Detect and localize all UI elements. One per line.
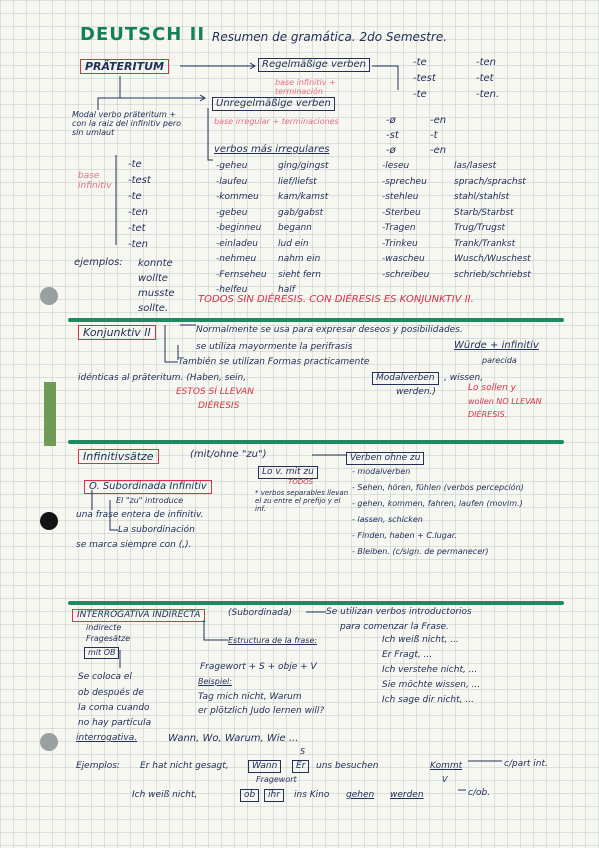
verb-praeteritum-form: half (278, 285, 295, 295)
modal-ending: -ten (128, 207, 149, 218)
verb-infinitive: -leseu (382, 161, 410, 171)
ob-note: ob después de (78, 688, 144, 698)
konjunktiv-line-1: Normalmente se usa para expresar deseos y posibilidades. (196, 325, 463, 335)
verben-mit-zu-label: Lo v. mit zu (258, 466, 318, 479)
verb-praeteritum-form: sieht fern (278, 269, 321, 280)
konjunktiv-red-note-right: Lo sollen y (468, 383, 517, 393)
irregular-ending: -en (430, 115, 447, 126)
verb-praeteritum-form: lief/liefst (278, 176, 317, 187)
irregular-verbs-label: Unregelmäßige verben (212, 97, 335, 111)
zu-intro: El "zu" introduce (116, 496, 184, 505)
verben-ohne-zu-label: Verben ohne zu (346, 452, 424, 465)
regular-ending: -tet (476, 73, 494, 84)
section-label-interrogativa: INTERROGATIVA INDIRECTA (72, 609, 205, 622)
irregular-ending: -ø (386, 115, 396, 126)
konjunktiv-line-4a: idénticas al präteritum. (Haben, sein, (78, 373, 247, 383)
verb-infinitive: -gebeu (216, 207, 248, 218)
regular-formula: base infinitiv + terminación (275, 78, 336, 96)
verb-infinitive: -beginneu (216, 223, 262, 233)
example-fragewort-label: Fragewort (256, 775, 297, 784)
example-modal: konnte (138, 258, 173, 269)
irregular-ending: -st (386, 130, 399, 141)
interrogativa-intro: para comenzar la Frase. (340, 622, 449, 632)
konjunktiv-wuerde: Würde + infinitiv (454, 340, 539, 351)
ohne-zu-item: - lassen, schicken (352, 515, 423, 524)
verb-mark: V (442, 775, 448, 784)
interrogativa-paren: (Subordinada) (228, 608, 293, 618)
regular-verbs-label: Regelmäßige verben (258, 58, 370, 72)
konjunktiv-red-note-left: ESTOS SÍ LLEVAN (176, 387, 254, 397)
modal-ending: -te (128, 159, 142, 170)
structure-formula: Fragewort + S + obje + V (200, 662, 317, 672)
regular-ending: -ten (476, 57, 497, 68)
irregular-ending: -en (430, 145, 447, 156)
konjunktiv-red-note-left: DIÉRESIS (198, 401, 240, 411)
konjunktiv-red-note-right: wollen NO LLEVAN (468, 397, 542, 406)
verb-infinitive: -sprecheu (382, 176, 427, 187)
example-modal: sollte. (138, 303, 169, 314)
verb-infinitive: -helfeu (216, 285, 248, 295)
page-title: DEUTSCH II (80, 24, 206, 45)
mit-ob-label: mit OB (84, 647, 119, 659)
irregular-formula: base irregular + terminaciones (214, 117, 339, 126)
ohne-zu-item: - modalverben (352, 467, 411, 476)
ob-note: la coma cuando (78, 703, 150, 713)
intro-verb-item: Ich sage dir nicht, ... (382, 695, 474, 705)
base-infinitiv-note: base infinitiv (78, 171, 112, 191)
ob-note: Se coloca el (78, 672, 132, 682)
irregular-ending: -ø (386, 145, 396, 156)
section-label-infinitivsaetze: Infinitivsätze (78, 449, 159, 464)
question-words: Wann, Wo, Warum, Wie ... (168, 733, 299, 744)
dieresis-note: TODOS SIN DIÉRESIS. CON DIÉRESIS ES KONJUNKTIV II. (198, 294, 474, 305)
regular-ending: -test (413, 73, 436, 84)
ejemplos-label: Ejemplos: (76, 761, 120, 771)
verb-infinitive: -einladeu (216, 238, 258, 249)
verb-infinitive: -nehmeu (216, 254, 257, 264)
example-subject: Er (292, 760, 309, 773)
verb-praeteritum-form: nahm ein (278, 254, 321, 264)
verb-praeteritum-form: ging/gingst (278, 161, 329, 171)
modal-ending: -test (128, 175, 151, 186)
ob-note: no hay partícula (78, 718, 152, 728)
example-note: c/part int. (504, 759, 548, 769)
konjunktiv-line-3-right: parecida (482, 356, 517, 365)
regular-ending: -te (413, 57, 427, 68)
verb-infinitive: -geheu (216, 161, 248, 171)
indirect-question-side: indirecte (86, 623, 122, 632)
comma-note: La subordinación (118, 525, 195, 535)
page-subtitle: Resumen de gramática. 2do Semestre. (212, 30, 448, 44)
intro-verb-item: Er Fragt, ... (382, 650, 433, 660)
intro-verb-item: Sie möchte wissen, ... (382, 680, 481, 690)
todos-label: TODOS (288, 478, 314, 486)
example-ob: ob (240, 789, 259, 802)
interrogativa-intro: Se utilizan verbos introductorios (326, 607, 472, 617)
section-label-konjunktiv: Konjunktiv II (78, 325, 156, 340)
verb-infinitive: -schreibeu (382, 269, 430, 280)
konjunktiv-line-2a: se utiliza mayormente la perifrasis (196, 342, 353, 352)
verb-infinitive: -laufeu (216, 176, 248, 187)
intro-verb-item: Ich verstehe nicht, ... (382, 665, 478, 675)
ohne-zu-item: - Sehen, hören, fühlen (verbos percepción) (352, 483, 524, 492)
konjunktiv-line-4c: , wissen, (444, 373, 484, 383)
verb-praeteritum-form: lud ein (278, 238, 309, 249)
verb-infinitive: -kommeu (216, 192, 259, 202)
intro-verb-item: Ich weiß nicht, ... (382, 635, 459, 645)
ohne-zu-item: - Finden, haben + C.lugar. (352, 531, 457, 540)
infinitiv-paren: (mit/ohne "zu") (190, 449, 267, 460)
verb-praeteritum-form: stahl/stahlst (454, 192, 510, 202)
examples-label: ejemplos: (74, 257, 123, 268)
interrogativa-example: er plötzlich Judo lernen will? (198, 706, 325, 716)
regular-ending: -te (413, 89, 427, 100)
section-label-praeteritum: PRÄTERITUM (80, 59, 169, 74)
ob-note: interrogativa. (76, 733, 138, 743)
irregular-verbs-heading: verbos más irregulares (214, 144, 330, 155)
verb-praeteritum-form: gab/gabst (278, 207, 324, 218)
example-modal: wollte (138, 273, 168, 284)
example-note: c/ob. (468, 788, 491, 798)
verb-praeteritum-form: Trank/Trankst (454, 238, 516, 249)
konjunktiv-red-note-right: DIÉRESIS. (468, 410, 508, 419)
structure-label: Estructura de la frase: (228, 636, 318, 645)
separable-note: * verbos separables llevan el zu entre el prefijo y el inf. (255, 489, 349, 514)
ohne-zu-item: - gehen, kommen, fahren, laufen (movim.) (352, 499, 523, 508)
modal-verb-note: Modal verbo präteritum + con la raiz del infinitiv pero sin umlaut (72, 110, 182, 137)
example-sentence: Ich weiß nicht, (132, 790, 198, 800)
example-sentence: ins Kino (294, 790, 330, 800)
interrogativa-example: Tag mich nicht, Warum (198, 692, 302, 702)
verb-infinitive: -Tragen (382, 223, 416, 233)
subject-mark: S (300, 747, 306, 756)
verb-infinitive: -Fernseheu (216, 269, 267, 280)
konjunktiv-line-5: werden.) (396, 387, 436, 397)
konjunktiv-modalverben: Modalverben (372, 372, 439, 385)
example-sentence: uns besuchen (316, 761, 379, 771)
verb-infinitive: -Trinkeu (382, 238, 418, 249)
modal-ending: -ten (128, 239, 149, 250)
verb-praeteritum-form: schrieb/schriebst (454, 269, 531, 280)
verb-infinitive: -Sterbeu (382, 207, 421, 218)
verb-infinitive: -wascheu (382, 254, 425, 264)
example-fragewort: Wann (248, 760, 281, 773)
verb-praeteritum-form: las/lasest (454, 161, 497, 171)
example-subject: ihr (264, 789, 284, 802)
comma-note: se marca siempre con (,). (76, 540, 192, 550)
indirect-question-side: Fragesätze (86, 634, 131, 643)
verb-praeteritum-form: Starb/Starbst (454, 207, 514, 218)
zu-full-clause: una frase entera de infinitiv. (76, 510, 204, 520)
verb-infinitive: -stehleu (382, 192, 419, 202)
example-verb: gehen (346, 790, 375, 800)
verb-praeteritum-form: kam/kamst (278, 192, 329, 202)
verb-praeteritum-form: Trug/Trugst (454, 223, 506, 233)
example-modal: musste (138, 288, 175, 299)
irregular-ending: -t (430, 130, 438, 141)
konjunktiv-line-3: También se utilizan Formas practicamente (178, 357, 370, 367)
ohne-zu-item: - Bleiben. (c/sign. de permanecer) (352, 547, 489, 556)
modal-ending: -tet (128, 223, 146, 234)
verb-praeteritum-form: Wusch/Wuschest (454, 254, 531, 264)
example-verb: werden (390, 790, 424, 800)
modal-ending: -te (128, 191, 142, 202)
example-sentence: Er hat nicht gesagt, (140, 761, 229, 771)
subordinada-infinitiv-label: O. Subordinada Infinitiv (84, 480, 212, 494)
verb-praeteritum-form: begann (278, 223, 312, 233)
example-verb: Kommt (430, 761, 463, 771)
example-label: Beispiel: (198, 677, 232, 686)
verb-praeteritum-form: sprach/sprachst (454, 176, 526, 187)
regular-ending: -ten. (476, 89, 500, 100)
